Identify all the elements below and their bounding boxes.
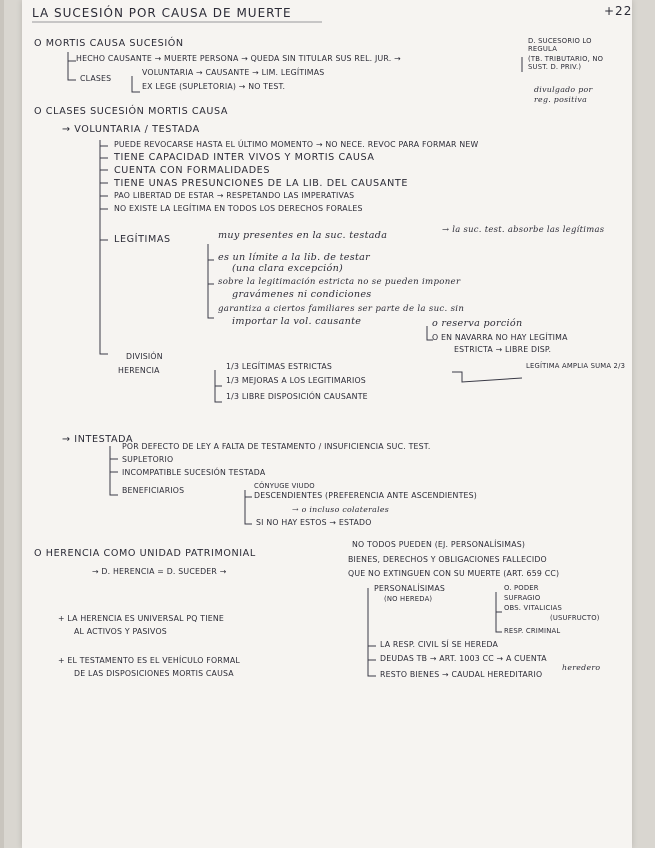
heredero-note: heredero (562, 663, 601, 672)
division-item: 1/3 MEJORAS A LOS LEGITIMARIOS (226, 376, 366, 385)
legitimas-note: sobre la legitimación estricta no se pueden imponer (218, 277, 461, 287)
legitimas-note: gravámenes ni condiciones (232, 289, 372, 300)
legitimas-note: O EN NAVARRA NO HAY LEGÍTIMA (432, 333, 568, 342)
notebook-page (22, 0, 632, 848)
list-item: INCOMPATIBLE SUCESIÓN TESTADA (122, 468, 266, 477)
note-testamento: + EL TESTAMENTO ES EL VEHÍCULO FORMAL (58, 656, 240, 665)
si-no-hay-line: SI NO HAY ESTOS → ESTADO (256, 518, 372, 527)
list-item: PUEDE REVOCARSE HASTA EL ÚLTIMO MOMENTO → NO NECE. REVOC PARA FORMAR NEW (114, 140, 479, 149)
reg-positiva-note: reg. positiva (534, 95, 588, 104)
legitimas-note: garantiza a ciertos familiares ser parte de la suc. sin (218, 304, 465, 314)
resto-bienes-line: RESTO BIENES → CAUDAL HEREDITARIO (380, 670, 543, 679)
section4-heading: O HERENCIA COMO UNIDAD PATRIMONIAL (34, 548, 256, 559)
personalisima-item: RESP. CRIMINAL (504, 627, 561, 635)
bienes-line: BIENES, DERECHOS Y OBLIGACIONES FALLECIDO (348, 555, 547, 564)
personalisima-item: SUFRAGIO (504, 594, 541, 602)
voluntaria-testada-heading: → VOLUNTARIA / TESTADA (62, 124, 200, 135)
division-item: 1/3 LIBRE DISPOSICIÓN CAUSANTE (226, 392, 368, 401)
intestada-heading: → INTESTADA (62, 434, 134, 445)
note-herencia-universal: + LA HERENCIA ES UNIVERSAL PQ TIENE (58, 614, 225, 623)
d-herencia-line: → D. HERENCIA = D. SUCEDER → (92, 567, 227, 576)
herencia-label: HERENCIA (118, 366, 160, 375)
resp-civil-line: LA RESP. CIVIL SÍ SE HEREDA (380, 640, 499, 649)
ex-lege-line: EX LEGE (SUPLETORIA) → NO TEST. (142, 82, 286, 91)
division-item: 1/3 LEGÍTIMAS ESTRICTAS (226, 362, 333, 371)
legitimas-note: (una clara excepción) (232, 263, 344, 274)
regula-note: D. SUCESORIO LO REGULA (528, 37, 592, 53)
personalisimas-label: PERSONALÍSIMAS (374, 584, 445, 593)
list-item: TIENE CAPACIDAD INTER VIVOS Y MORTIS CAUSA (114, 152, 375, 163)
voluntaria-line: VOLUNTARIA → CAUSANTE → LIM. LEGÍTIMAS (142, 68, 325, 77)
hecho-causante-line: HECHO CAUSANTE → MUERTE PERSONA → QUEDA SIN TITULAR SUS REL. JUR. → (76, 54, 401, 63)
legitima-amplia-note: LEGÍTIMA AMPLIA SUMA 2/3 (526, 362, 626, 370)
page-title: LA SUCESIÓN POR CAUSA DE MUERTE (32, 6, 292, 20)
list-item: SUPLETORIO (122, 455, 174, 464)
legitimas-note: → la suc. test. absorbe las legítimas (442, 224, 605, 234)
note-herencia-universal-cont: AL ACTIVOS Y PASIVOS (74, 627, 167, 636)
clases-label: CLASES (80, 74, 112, 83)
no-todos-note: NO TODOS PUEDEN (EJ. PERSONALÍSIMAS) (352, 540, 526, 549)
personalisima-item: (USUFRUCTO) (550, 614, 600, 622)
tributario-note: (TB. TRIBUTARIO, NO SUST. D. PRIV.) (528, 55, 604, 71)
list-item: TIENE UNAS PRESUNCIONES DE LA LIB. DEL CAUSANTE (114, 178, 408, 189)
conyuge-line: CÓNYUGE VIUDO (254, 482, 315, 490)
note-testamento-cont: DE LAS DISPOSICIONES MORTIS CAUSA (74, 669, 234, 678)
divulgado-note: divulgado por (534, 85, 593, 94)
legitimas-label: LEGÍTIMAS (114, 234, 171, 245)
page-edge (0, 0, 4, 848)
legitimas-note: es un límite a la lib. de testar (218, 252, 371, 263)
beneficiarios-label: BENEFICIARIOS (122, 486, 185, 495)
division-label: DIVISIÓN (126, 352, 163, 361)
section1-heading: O MORTIS CAUSA SUCESIÓN (34, 38, 184, 49)
list-item: NO EXISTE LA LEGÍTIMA EN TODOS LOS DERECHOS FORALES (114, 204, 363, 213)
legitimas-note: o reserva porción (432, 318, 523, 329)
section2-heading: O CLASES SUCESIÓN MORTIS CAUSA (34, 106, 229, 117)
no-hereda-note: (NO HEREDA) (384, 595, 433, 603)
personalisima-item: OBS. VITALICIAS (504, 604, 562, 612)
legitimas-note: importar la vol. causante (232, 316, 362, 327)
legitimas-note: ESTRICTA → LIBRE DISP. (454, 345, 552, 354)
que-no-line: QUE NO EXTINGUEN CON SU MUERTE (ART. 659 CC) (348, 569, 560, 578)
list-item: POR DEFECTO DE LEY A FALTA DE TESTAMENTO / INSUFICIENCIA SUC. TEST. (122, 442, 431, 451)
deudas-line: DEUDAS TB → ART. 1003 CC → A CUENTA (380, 654, 547, 663)
page-number: +22 (604, 4, 633, 18)
descendientes-line: DESCENDIENTES (PREFERENCIA ANTE ASCENDIENTES) (254, 491, 478, 500)
personalisima-item: O. PODER (504, 584, 539, 592)
colaterales-line: → o incluso colaterales (292, 505, 390, 514)
list-item: CUENTA CON FORMALIDADES (114, 165, 271, 176)
list-item: PAO LIBERTAD DE ESTAR → RESPETANDO LAS IMPERATIVAS (114, 191, 355, 200)
legitimas-note: muy presentes en la suc. testada (218, 230, 388, 241)
